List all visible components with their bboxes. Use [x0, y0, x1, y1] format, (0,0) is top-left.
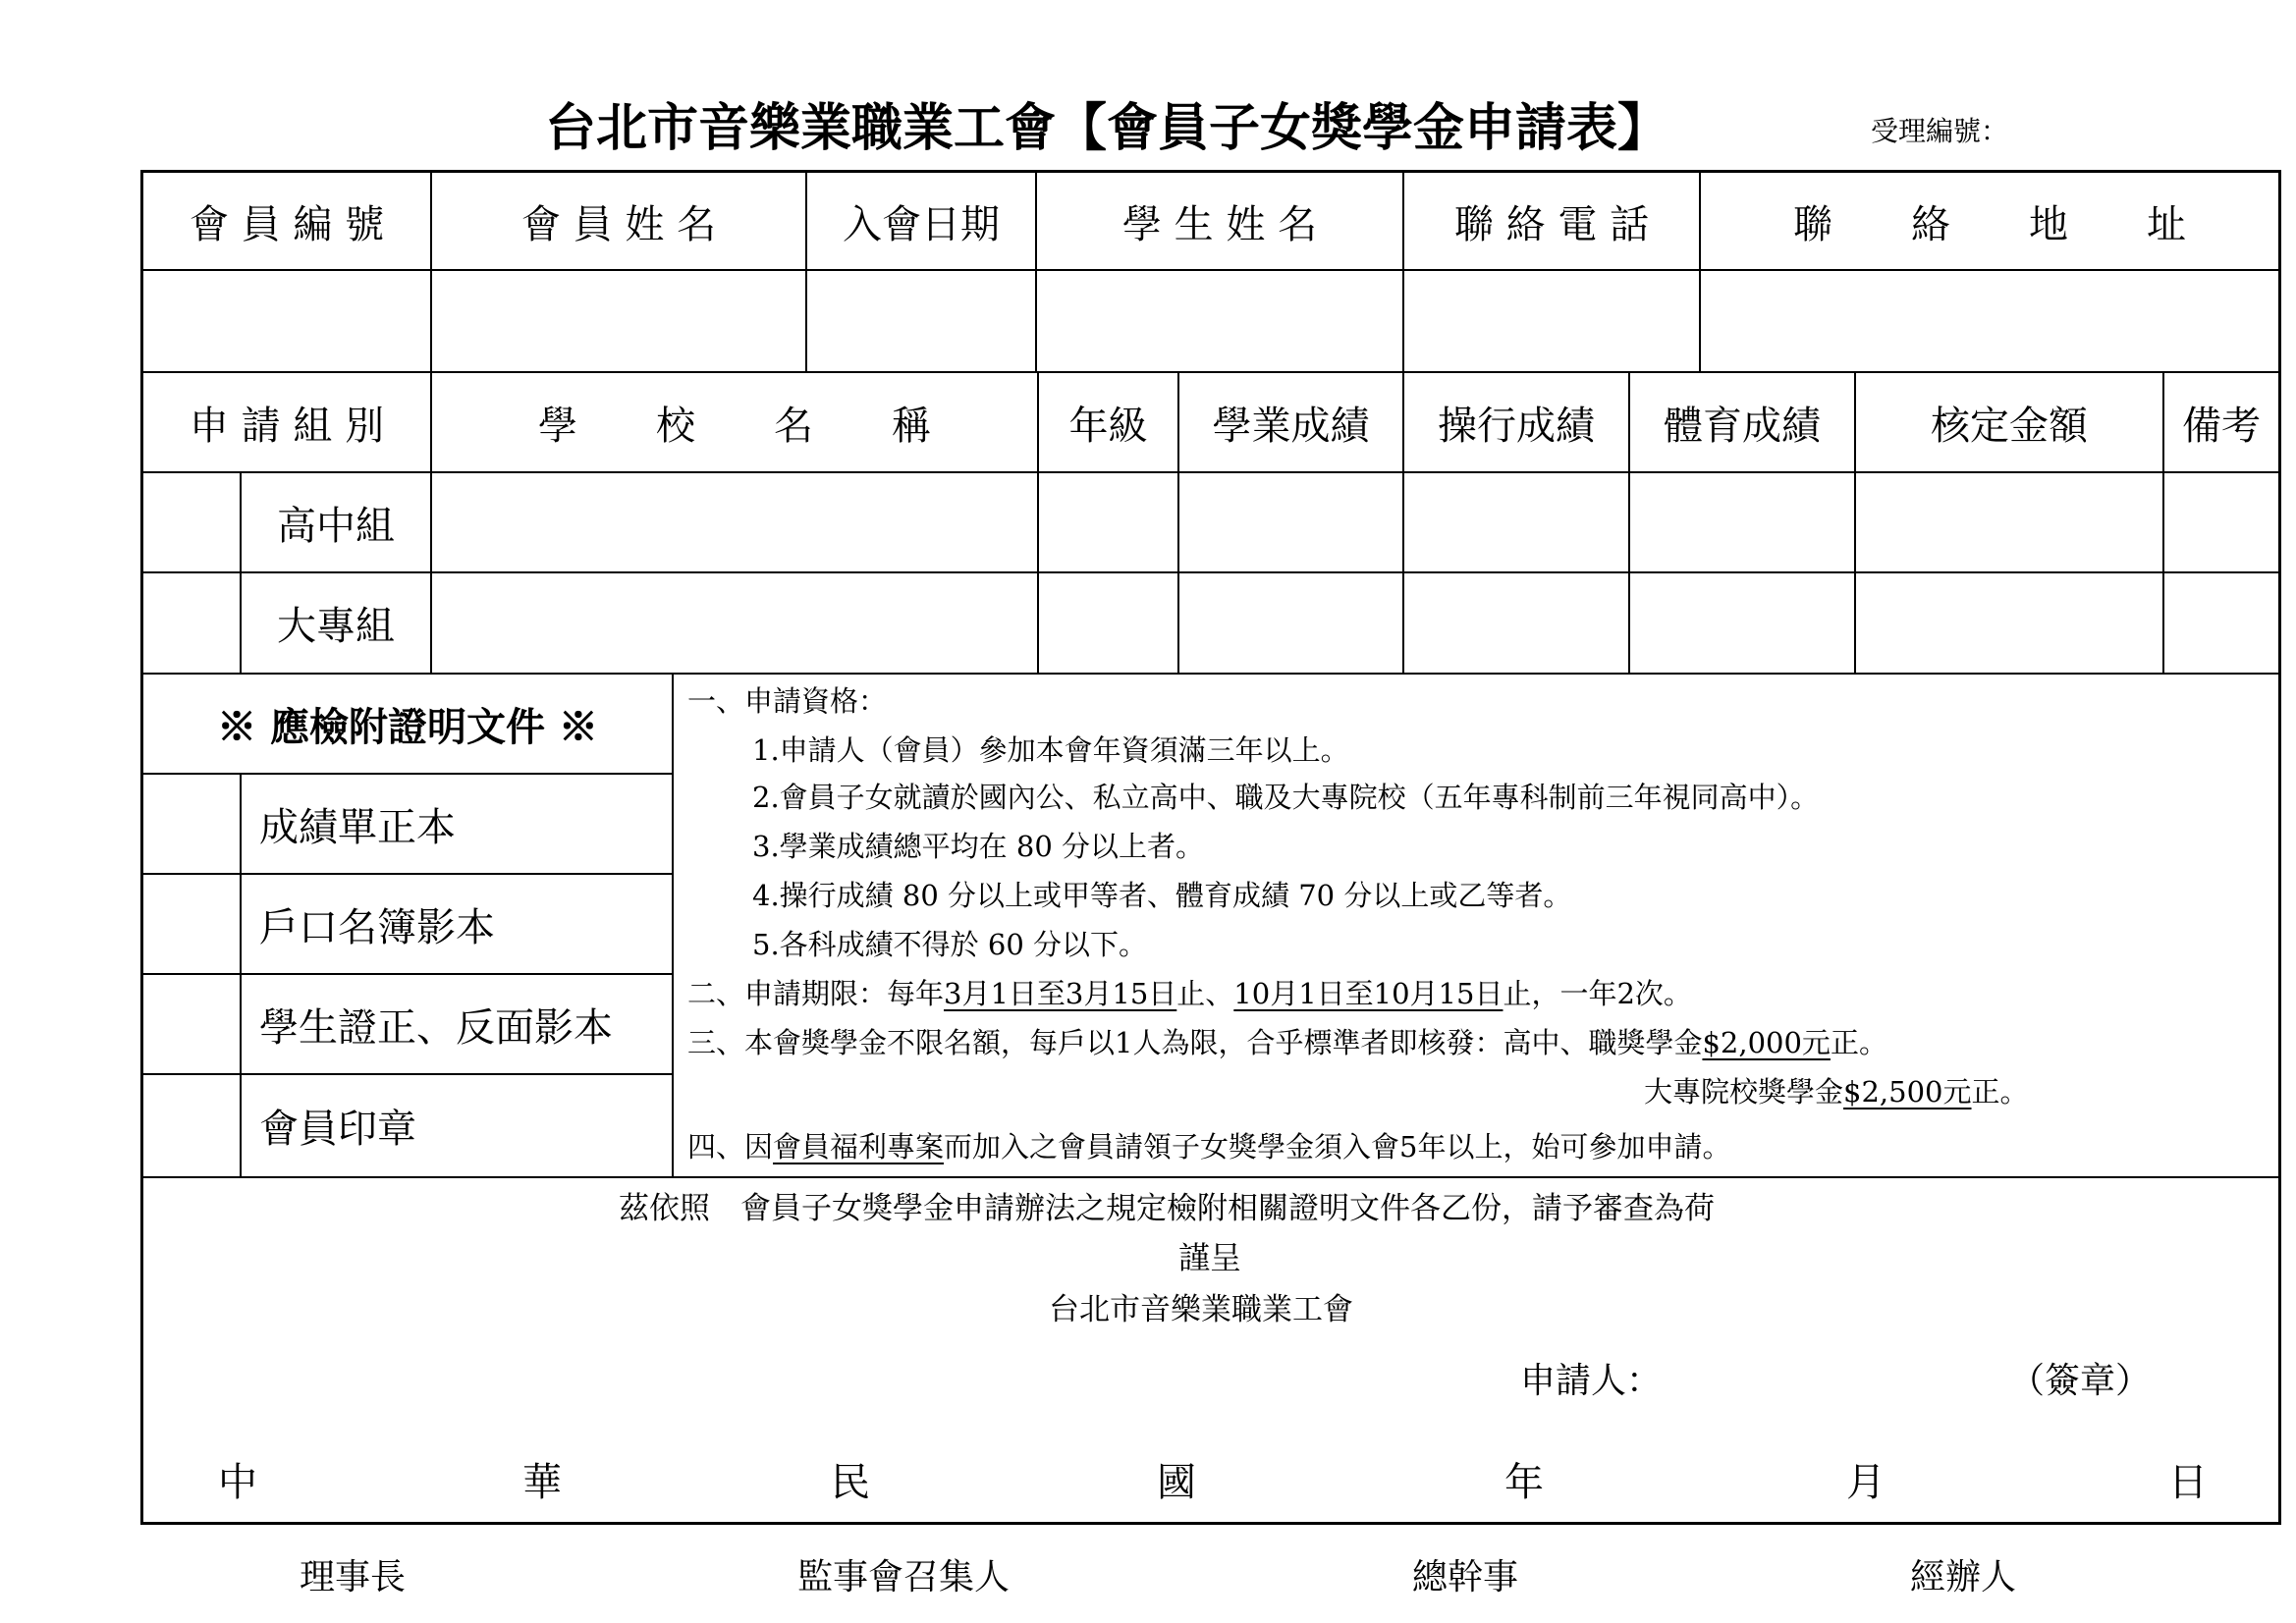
note-quota-college [1644, 1070, 2029, 1110]
note-deadline-suffix: 止，一年2次。 [1503, 977, 1692, 1010]
note-quota-text: 三、本會獎學金不限名額，每戶以1人為限，合乎標準者即核發：高中、職獎學金 [687, 1026, 1703, 1059]
note-quota [687, 1021, 1887, 1061]
seal-label: （簽章） [2009, 1361, 2152, 1401]
note-welfare-prefix: 四、因 [687, 1130, 774, 1163]
receipt-number-label: 受理編號： [1871, 115, 2009, 147]
note-eligibility-1: 1.申請人（會員）參加本會年資須滿三年以上。 [752, 733, 1349, 767]
header-remarks: 備考 [2182, 403, 2261, 449]
header-address: 聯 絡 地 址 [1793, 201, 2186, 247]
header-member-name: 會 員 姓 名 [520, 201, 717, 247]
declaration-respectfully: 謹呈 [1178, 1239, 1242, 1276]
header-join-date: 入會日期 [843, 201, 1000, 247]
student-name-field[interactable] [1037, 271, 1402, 371]
note-deadline-sep: 止、 [1176, 977, 1234, 1010]
applicant-label: 申請人： [1520, 1361, 1663, 1401]
note-quota-college-label: 大專院校獎學金 [1644, 1075, 1844, 1109]
header-phone: 聯 絡 電 話 [1453, 201, 1650, 247]
header-member-number: 會 員 編 號 [189, 201, 385, 247]
student-id-checkbox[interactable] [143, 975, 240, 1073]
date-char-zhong: 中 [218, 1460, 257, 1505]
header-grade: 年級 [1068, 403, 1148, 449]
header-pe-score: 體育成績 [1664, 403, 1821, 449]
attachment-member-seal: 會員印章 [259, 1107, 416, 1152]
date-char-guo: 國 [1157, 1460, 1196, 1505]
note-welfare-project: 會員福利專案 [773, 1130, 945, 1163]
note-quota-college-amount: $2,500元 [1843, 1075, 1972, 1109]
note-deadline [687, 972, 1692, 1012]
attachment-household-register: 戶口名簿影本 [259, 904, 495, 950]
applicant-signature-field[interactable] [1669, 1347, 2003, 1396]
declaration-recipient: 台北市音樂業職業工會 [1049, 1292, 1353, 1327]
declaration-text: 茲依照 會員子女獎學金申請辦法之規定檢附相關證明文件各乙份，請予審查為荷 [619, 1191, 1715, 1226]
attachment-transcript: 成績單正本 [259, 804, 456, 850]
note-deadline-period-2: 10月1日至10月15日 [1233, 977, 1503, 1010]
join-date-field[interactable] [807, 271, 1035, 371]
note-quota-hs-suffix: 正。 [1830, 1026, 1887, 1059]
household-register-checkbox[interactable] [143, 875, 240, 973]
member-number-field[interactable] [143, 271, 430, 371]
note-eligibility-5: 5.各科成績不得於 60 分以下。 [752, 928, 1148, 961]
group-high-school: 高中組 [277, 503, 395, 549]
note-quota-college-suffix: 正。 [1971, 1075, 2029, 1109]
note-deadline-prefix: 二、申請期限：每年 [687, 977, 945, 1010]
attachments-title: ※ 應檢附證明文件 ※ [217, 703, 598, 750]
high-school-checkbox[interactable] [143, 473, 240, 571]
header-student-name: 學 生 姓 名 [1121, 201, 1318, 247]
note-eligibility-4: 4.操行成績 80 分以上或甲等者、體育成績 70 分以上或乙等者。 [752, 879, 1572, 912]
note-deadline-period-1: 3月1日至3月15日 [944, 977, 1177, 1010]
date-char-hua: 華 [522, 1460, 562, 1505]
attachment-student-id: 學生證正、反面影本 [259, 1004, 613, 1051]
header-application-group: 申 請 組 別 [189, 403, 385, 449]
note-eligibility-title: 一、申請資格： [687, 684, 888, 718]
date-month-label: 月 [1846, 1460, 1886, 1505]
note-welfare-text: 而加入之會員請領子女獎學金須入會5年以上，始可參加申請。 [944, 1130, 1731, 1163]
form-title: 台北市音樂業職業工會【會員子女獎學金申請表】 [545, 98, 1669, 158]
member-name-field[interactable] [432, 271, 805, 371]
note-welfare [687, 1125, 1730, 1165]
header-academic-score: 學業成績 [1212, 403, 1370, 449]
note-eligibility-2: 2.會員子女就讀於國內公、私立高中、職及大專院校（五年專科制前三年視同高中）。 [752, 781, 1820, 814]
signature-handler: 經辦人 [1910, 1557, 2017, 1597]
group-college: 大專組 [277, 604, 395, 649]
date-char-min: 民 [831, 1460, 870, 1505]
note-eligibility-3: 3.學業成績總平均在 80 分以上者。 [752, 830, 1205, 863]
member-seal-checkbox[interactable] [143, 1075, 240, 1176]
transcript-checkbox[interactable] [143, 775, 240, 873]
address-field[interactable] [1701, 271, 2278, 371]
signature-chairman: 理事長 [300, 1557, 407, 1597]
date-day-label: 日 [2168, 1460, 2208, 1505]
note-quota-hs-amount: $2,000元 [1702, 1026, 1831, 1059]
header-approved-amount: 核定金額 [1931, 403, 2088, 449]
date-year-label: 年 [1504, 1460, 1544, 1505]
header-conduct-score: 操行成績 [1438, 403, 1595, 449]
signature-supervisor-convener: 監事會召集人 [797, 1557, 1011, 1597]
signature-secretary-general: 總幹事 [1412, 1557, 1519, 1597]
college-checkbox[interactable] [143, 573, 240, 673]
header-school-name: 學 校 名 稱 [538, 403, 931, 449]
phone-field[interactable] [1404, 271, 1699, 371]
